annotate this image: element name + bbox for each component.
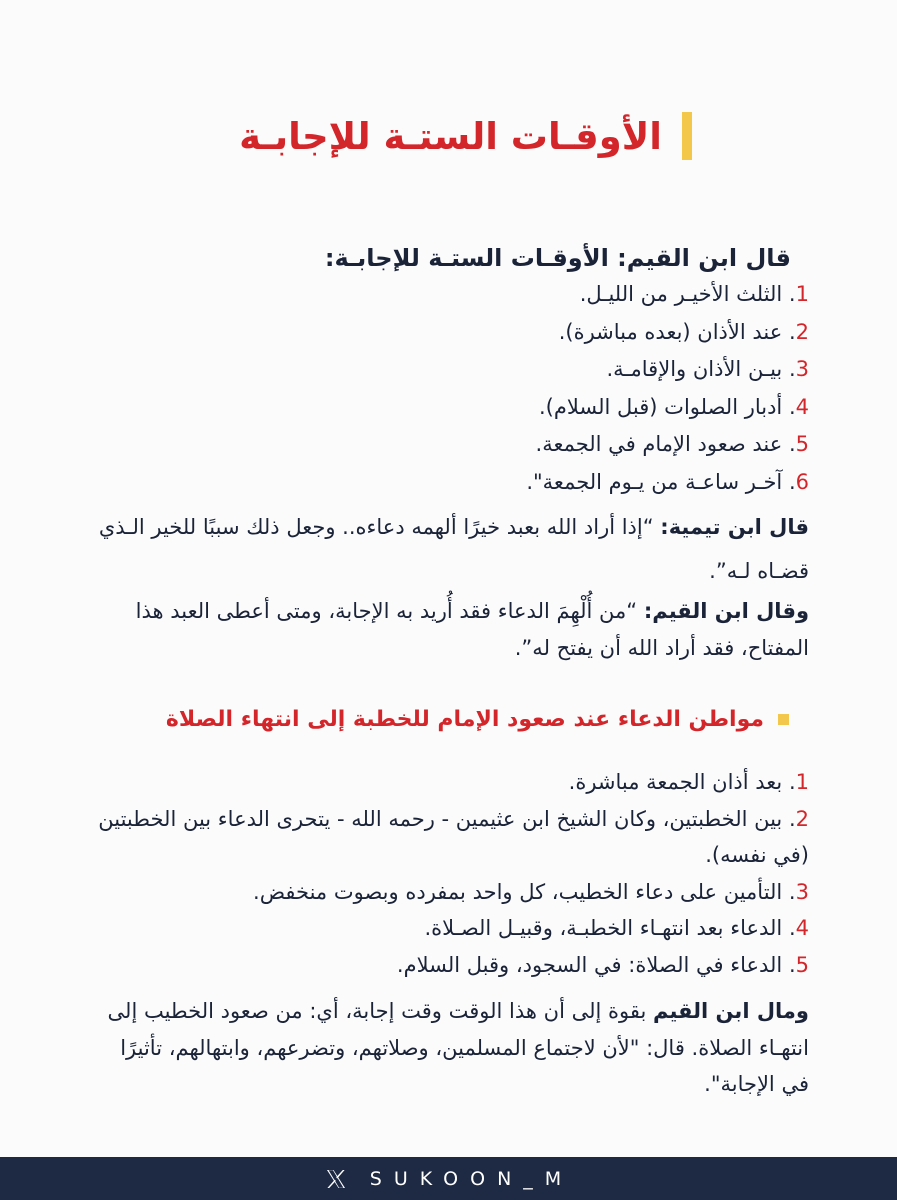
item-text: . عند الأذان (بعده مباشرة). [558,319,796,344]
list-item [90,314,809,352]
item-number: 3 [795,879,809,904]
closing-paragraph [90,993,809,1103]
quote-speaker: قال ابن تيمية: [660,515,809,539]
quote-speaker: وقال ابن القيم: [643,599,809,623]
item-text: . الدعاء بعد انتهـاء الخطبـة، وقبيـل الصـلاة. [424,916,796,940]
item-number: 2 [795,319,809,344]
list-item [90,801,809,874]
item-number: 1 [795,770,809,794]
item-text: . آخـر ساعـة من يـوم الجمعة". [526,469,796,494]
closing-text: بقوة إلى أن هذا الوقت وقت إجابة، أي: من صعود الخطيب إلى انتهـاء الصلاة. قال: "لأن لاجتماع المسلمين، وصلاتهم، وتضرعهم، وابتهالهم، تأثيرًا في الإجابة". [107,999,809,1096]
list-item [90,426,809,464]
item-number: 2 [795,806,809,831]
item-text: . بين الخطبتين، وكان الشيخ ابن عثيمين - رحمه الله - يتحرى الدعاء بين الخطبتين (في نفسه). [98,806,809,867]
list-item [90,351,809,389]
item-number: 1 [795,282,809,306]
quote-ibn-taymiyyah [90,505,809,593]
footer-bar [0,1157,897,1200]
item-text: . الدعاء في الصلاة: في السجود، وقبل السلام. [396,952,796,977]
square-bullet-icon [778,714,789,725]
item-number: 3 [795,357,809,381]
quote-text: “إذا أراد الله بعبد خيرًا ألهمه دعاءه.. وجعل ذلك سببًا للخير الـذي قضـاه لـه”. [98,515,809,583]
item-text: . بعد أذان الجمعة مباشرة. [568,770,796,794]
quote-text: “من أُلْهِمَ الدعاء فقد أُريد به الإجابة، ومتى أعطى العبد هذا المفتاح، فقد أراد الله أن يفتح له”. [135,599,809,660]
quote-ibn-alqayyim [90,593,809,667]
item-text: . بيـن الأذان والإقامـة. [606,357,796,381]
list-item [90,276,809,314]
section1-heading: قال ابن القيم: الأوقـات الستـة للإجابـة: [324,244,791,272]
content [90,240,809,1103]
item-number: 5 [795,952,809,977]
list-item [90,947,809,984]
list-item [90,764,809,801]
item-text: . عند صعود الإمام في الجمعة. [535,432,796,456]
item-number: 4 [795,394,809,419]
list-item [90,874,809,911]
x-logo-icon[interactable] [324,1167,348,1191]
list-item [90,910,809,947]
section2-list [90,764,809,983]
item-text: . أدبار الصلوات (قبل السلام). [538,394,796,419]
title-block [239,112,692,160]
section1-list [90,276,809,501]
item-text: . الثلث الأخيـر من الليـل. [579,282,796,306]
item-number: 4 [795,916,809,940]
item-text: . التأمين على دعاء الخطيب، كل واحد بمفرده وبصوت منخفض. [253,879,796,904]
closing-speaker: ومال ابن القيم [652,999,809,1023]
title-accent-bar [682,112,692,160]
social-handle[interactable]: SUKOON_M [369,1167,574,1190]
page-title: الأوقـات الستـة للإجابـة [239,114,662,158]
list-item [90,389,809,427]
item-number: 5 [795,432,809,456]
list-item [90,464,809,502]
section2-header [90,707,789,732]
section2-title: مواطن الدعاء عند صعود الإمام للخطبة إلى انتهاء الصلاة [165,707,764,732]
item-number: 6 [795,469,809,494]
